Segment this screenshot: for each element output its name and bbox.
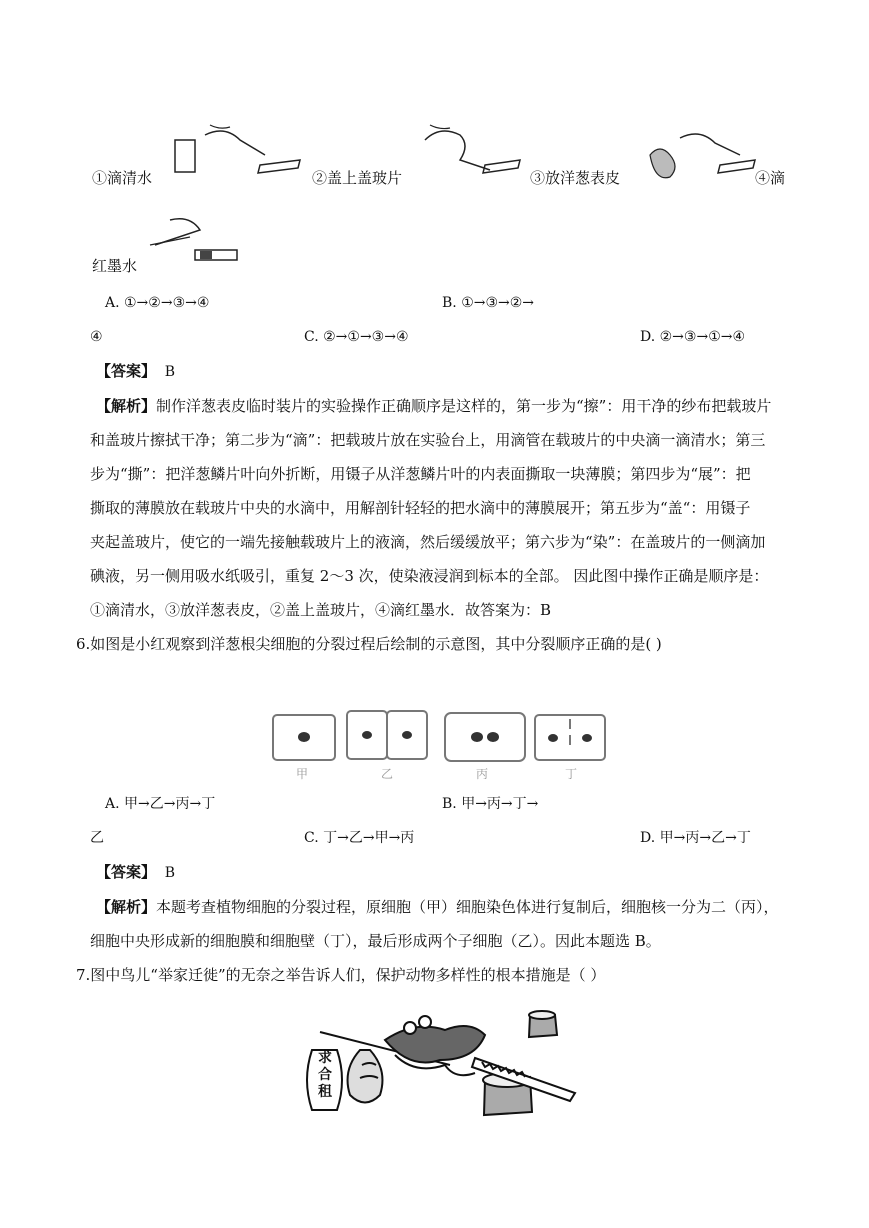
illustration-red-ink xyxy=(145,215,245,265)
analysis-text: 制作洋葱表皮临时装片的实验操作正确顺序是这样的，第一步为“擦”：用干净的纱布把载玻片 xyxy=(156,397,772,415)
q5-analysis-line-4: 夹起盖玻片，使它的一端先接触载玻片上的液滴，然后缓缓放平；第六步为“染”：在盖玻片的一侧滴加 xyxy=(90,533,766,551)
q6-stem: 6.如图是小红观察到洋葱根尖细胞的分裂过程后绘制的示意图，其中分裂顺序正确的是( ) xyxy=(76,635,662,653)
q5-analysis-line-0 xyxy=(96,396,771,416)
step4-label-b: 红墨水 xyxy=(92,257,138,275)
analysis-tag: 【解析】 xyxy=(96,898,157,916)
q6-analysis-line-0 xyxy=(96,897,779,917)
answer-value: B xyxy=(164,364,176,380)
q7-stem: 7.图中鸟儿“举家迁徙”的无奈之举告诉人们，保护动物多样性的根本措施是（ ） xyxy=(76,966,606,984)
fig-label-jia: 甲 xyxy=(296,767,309,781)
q5-analysis-line-1: 和盖玻片擦拭干净；第二步为“滴”：把载玻片放在实验台上，用滴管在载玻片的中央滴一滴清水；第三 xyxy=(90,431,766,449)
q5-analysis-line-3: 撕取的薄膜放在载玻片中央的水滴中，用解剖针轻轻的把水滴中的薄膜展开；第五步为“盖“：用镊子 xyxy=(90,499,751,517)
answer-tag: 【答案】 xyxy=(96,863,157,881)
answer-value: B xyxy=(164,865,176,881)
q5-option-c[interactable]: C. ②→①→③→④ xyxy=(304,329,409,345)
cell-division-figure xyxy=(265,705,615,785)
q6-option-a[interactable]: A. 甲→乙→丙→丁 xyxy=(105,796,216,812)
q5-option-a[interactable]: A. ①→②→③→④ xyxy=(105,295,210,311)
answer-tag: 【答案】 xyxy=(96,362,157,380)
q5-option-b-cont: ④ xyxy=(90,329,103,345)
q5-answer xyxy=(96,361,175,382)
illustration-onion-skin xyxy=(640,130,760,185)
fig-label-ding: 丁 xyxy=(565,767,578,781)
illustration-dropping-water xyxy=(170,125,300,180)
sign-text: 求合租 xyxy=(318,1050,332,1100)
q5-option-b[interactable]: B. ①→③→②→ xyxy=(442,295,535,311)
step2-label: ②盖上盖玻片 xyxy=(312,169,403,187)
q6-option-b[interactable]: B. 甲→丙→丁→ xyxy=(442,796,539,812)
illustration-cover-slip xyxy=(415,125,525,180)
q5-option-d[interactable]: D. ②→③→①→④ xyxy=(640,329,746,345)
step4-label-a: ④滴 xyxy=(755,169,786,187)
step1-label: ①滴清水 xyxy=(92,169,153,187)
q6-option-b-cont: 乙 xyxy=(90,830,104,846)
analysis-tag: 【解析】 xyxy=(96,397,157,415)
bird-migration-cartoon xyxy=(300,1010,590,1120)
analysis-text: 本题考查植物细胞的分裂过程，原细胞（甲）细胞染色体进行复制后，细胞核一分为二（丙）， xyxy=(156,898,779,916)
fig-label-bing: 丙 xyxy=(476,767,489,781)
step3-label: ③放洋葱表皮 xyxy=(530,169,621,187)
q6-analysis-line-1: 细胞中央形成新的细胞膜和细胞壁（丁），最后形成两个子细胞（乙）。因此本题选 B。 xyxy=(90,932,661,950)
q6-option-d[interactable]: D. 甲→丙→乙→丁 xyxy=(640,830,751,846)
q5-analysis-line-6: ①滴清水，③放洋葱表皮，②盖上盖玻片，④滴红墨水．故答案为：B xyxy=(90,601,552,619)
q5-analysis-line-5: 碘液，另一侧用吸水纸吸引，重复 2～3 次，使染液浸润到标本的全部。 因此图中操作正确是顺序是： xyxy=(90,567,769,585)
q5-analysis-line-2: 步为“撕”：把洋葱鳞片叶向外折断，用镊子从洋葱鳞片叶的内表面撕取一块薄膜；第四步为“展”：把 xyxy=(90,465,751,483)
q6-option-c[interactable]: C. 丁→乙→甲→丙 xyxy=(304,830,415,846)
q6-answer xyxy=(96,862,175,883)
fig-label-yi: 乙 xyxy=(381,767,394,781)
